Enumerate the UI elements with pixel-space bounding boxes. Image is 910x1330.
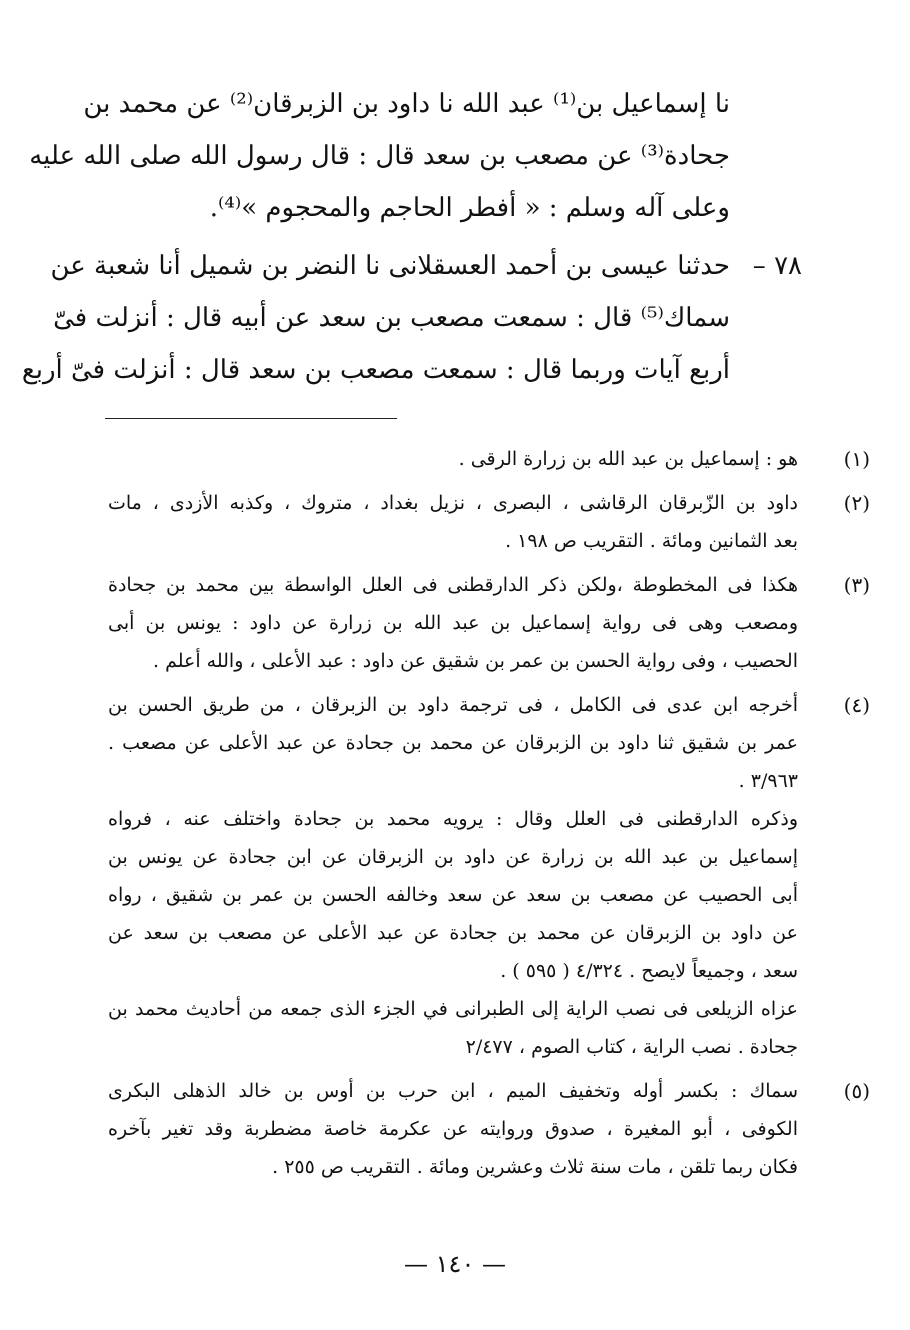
footnote-line: ومصعب وهى فى رواية إسماعيل بن عبد الله بن زرارة عن داود : يونس بن أبى <box>108 612 798 634</box>
footnote-line: الكوفى ، أبو المغيرة ، صدوق وروايته عن عكرمة خاصة مضطربة وقد تغير بآخره <box>108 1118 798 1140</box>
text-line: حدثنا عيسى بن أحمد العسقلانى نا النضر بن شميل أنا شعبة عن <box>50 251 730 281</box>
text-line: أربع آيات وربما قال : سمعت مصعب بن سعد قال : أنزلت فىّ أربع <box>21 355 730 385</box>
footnote-line: عزاه الزيلعى فى نصب الراية إلى الطبرانى في الجزء الذى جمعه من أحاديث محمد بن <box>108 998 798 1020</box>
text-line: وعلى آله وسلم : « أفطر الحاجم والمحجوم »⁽⁴⁾. <box>209 193 730 223</box>
footnote-2 <box>108 484 870 560</box>
footnote-line: داود بن الزّبرقان الرقاشى ، البصرى ، نزيل بغداد ، متروك ، وكذبه الأزدى ، مات <box>108 492 798 514</box>
footnote-4 <box>108 686 870 1066</box>
footnote-line: الحصيب ، وفى رواية الحسن بن عمر بن شقيق عن داود : عبد الأعلى ، والله أعلم . <box>152 650 798 672</box>
footnote-line: ٣/٩٦٣ . <box>738 770 798 792</box>
hadith-number: ٧٨ – <box>752 251 802 281</box>
footnote-5 <box>108 1072 870 1186</box>
footnote-line: وذكره الدارقطنى فى العلل وقال : يرويه محمد بن جحادة واختلف عنه ، فرواه <box>108 808 798 830</box>
footnote-line: فكان ربما تلقن ، مات سنة ثلاث وعشرين ومائة . التقريب ص ٢٥٥ . <box>272 1156 798 1178</box>
footnote-line: سماك : بكسر أوله وتخفيف الميم ، ابن حرب بن أوس بن خالد الذهلى البكرى <box>108 1080 798 1102</box>
footnote-number: (٥) <box>843 1079 870 1103</box>
paragraph-hadith-77 <box>29 78 730 234</box>
footnote-separator <box>105 418 397 419</box>
footnote-line: جحادة . نصب الراية ، كتاب الصوم ، ٢/٤٧٧ <box>465 1036 798 1058</box>
hadith-entry-78 <box>21 240 802 396</box>
main-text <box>21 78 802 396</box>
footnote-3 <box>108 566 870 680</box>
footnote-line: بعد الثمانين ومائة . التقريب ص ١٩٨ . <box>505 530 798 552</box>
footnote-line: أبى الحصيب عن مصعب بن سعد عن سعد وخالفه الحسن بن عمر بن شقيق ، رواه <box>108 884 798 906</box>
text-line: جحادة⁽³⁾ عن مصعب بن سعد قال : قال رسول الله صلى الله عليه <box>29 141 730 171</box>
footnote-number: (١) <box>843 447 870 471</box>
footnote-number: (٢) <box>843 491 870 515</box>
footnote-line: هكذا فى المخطوطة ،ولكن ذكر الدارقطنى فى العلل الواسطة بين محمد بن جحادة <box>108 574 798 596</box>
footnote-line: هو : إسماعيل بن عبد الله بن زرارة الرقى . <box>458 448 798 470</box>
footnote-number: (٣) <box>843 573 870 597</box>
footnote-1 <box>108 440 870 478</box>
footnotes <box>108 440 870 1192</box>
footnote-line: إسماعيل بن عبد الله بن زرارة عن داود بن الزبرقان عن ابن جحادة عن يونس بن <box>108 846 798 868</box>
footnote-number: (٤) <box>843 693 870 717</box>
footnote-line: عمر بن شقيق ثنا داود بن الزبرقان عن محمد بن جحادة عن عبد الأعلى عن مصعب . <box>108 732 798 754</box>
page-number: — ١٤٠ — <box>404 1250 506 1278</box>
text-line: سماك⁽⁵⁾ قال : سمعت مصعب بن سعد عن أبيه قال : أنزلت فىّ <box>53 303 730 333</box>
footnote-line: سعد ، وجميعاً لايصح . ٤/٣٢٤ ( ٥٩٥ ) . <box>500 960 798 982</box>
footnote-line: عن داود بن الزبرقان عن محمد بن جحادة عن عبد الأعلى عن مصعب بن سعد عن <box>108 922 798 944</box>
footnote-line: أخرجه ابن عدى فى الكامل ، فى ترجمة داود بن الزبرقان ، من طريق الحسن بن <box>108 694 798 716</box>
text-line: نا إسماعيل بن⁽¹⁾ عبد الله نا داود بن الزبرقان⁽²⁾ عن محمد بن <box>83 89 730 119</box>
